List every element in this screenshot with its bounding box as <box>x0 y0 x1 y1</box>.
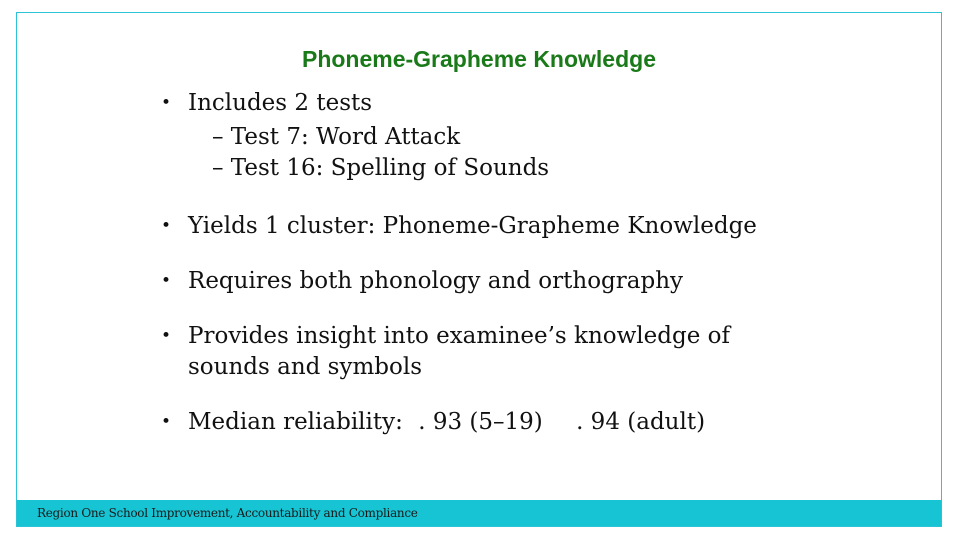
bullet-text: Includes 2 tests <box>188 90 373 116</box>
reliability-value-adult: . 94 (adult) <box>576 409 706 435</box>
reliability-label: Median reliability: <box>188 409 403 435</box>
footer-bar <box>17 500 941 526</box>
bullet-item-requires <box>157 266 917 297</box>
footer-text: Region One School Improvement, Accountability and Compliance <box>37 506 418 520</box>
slide-frame <box>16 12 942 527</box>
bullet-icon: • <box>161 216 172 236</box>
slide-title: Phoneme-Grapheme Knowledge <box>301 46 656 72</box>
bullet-list <box>157 88 917 438</box>
sub-item-test7: – Test 7: Word Attack <box>212 124 461 150</box>
bullet-text: Requires both phonology and orthography <box>188 268 684 294</box>
bullet-item-insight <box>157 321 917 383</box>
bullet-item-reliability <box>157 407 917 438</box>
bullet-text: Provides insight into examinee’s knowledge of <box>188 323 731 349</box>
bullet-icon: • <box>161 326 172 346</box>
bullet-icon: • <box>161 271 172 291</box>
bullet-text: Yields 1 cluster: Phoneme-Grapheme Knowledge <box>188 213 757 239</box>
bullet-icon: • <box>161 412 172 432</box>
sub-item-test16: – Test 16: Spelling of Sounds <box>212 155 550 181</box>
bullet-text-continuation: sounds and symbols <box>188 354 423 380</box>
reliability-value-child: . 93 (5–19) <box>418 409 543 435</box>
bullet-item-cluster <box>157 211 917 242</box>
bullet-icon: • <box>161 93 172 113</box>
bullet-item-tests <box>157 88 917 119</box>
